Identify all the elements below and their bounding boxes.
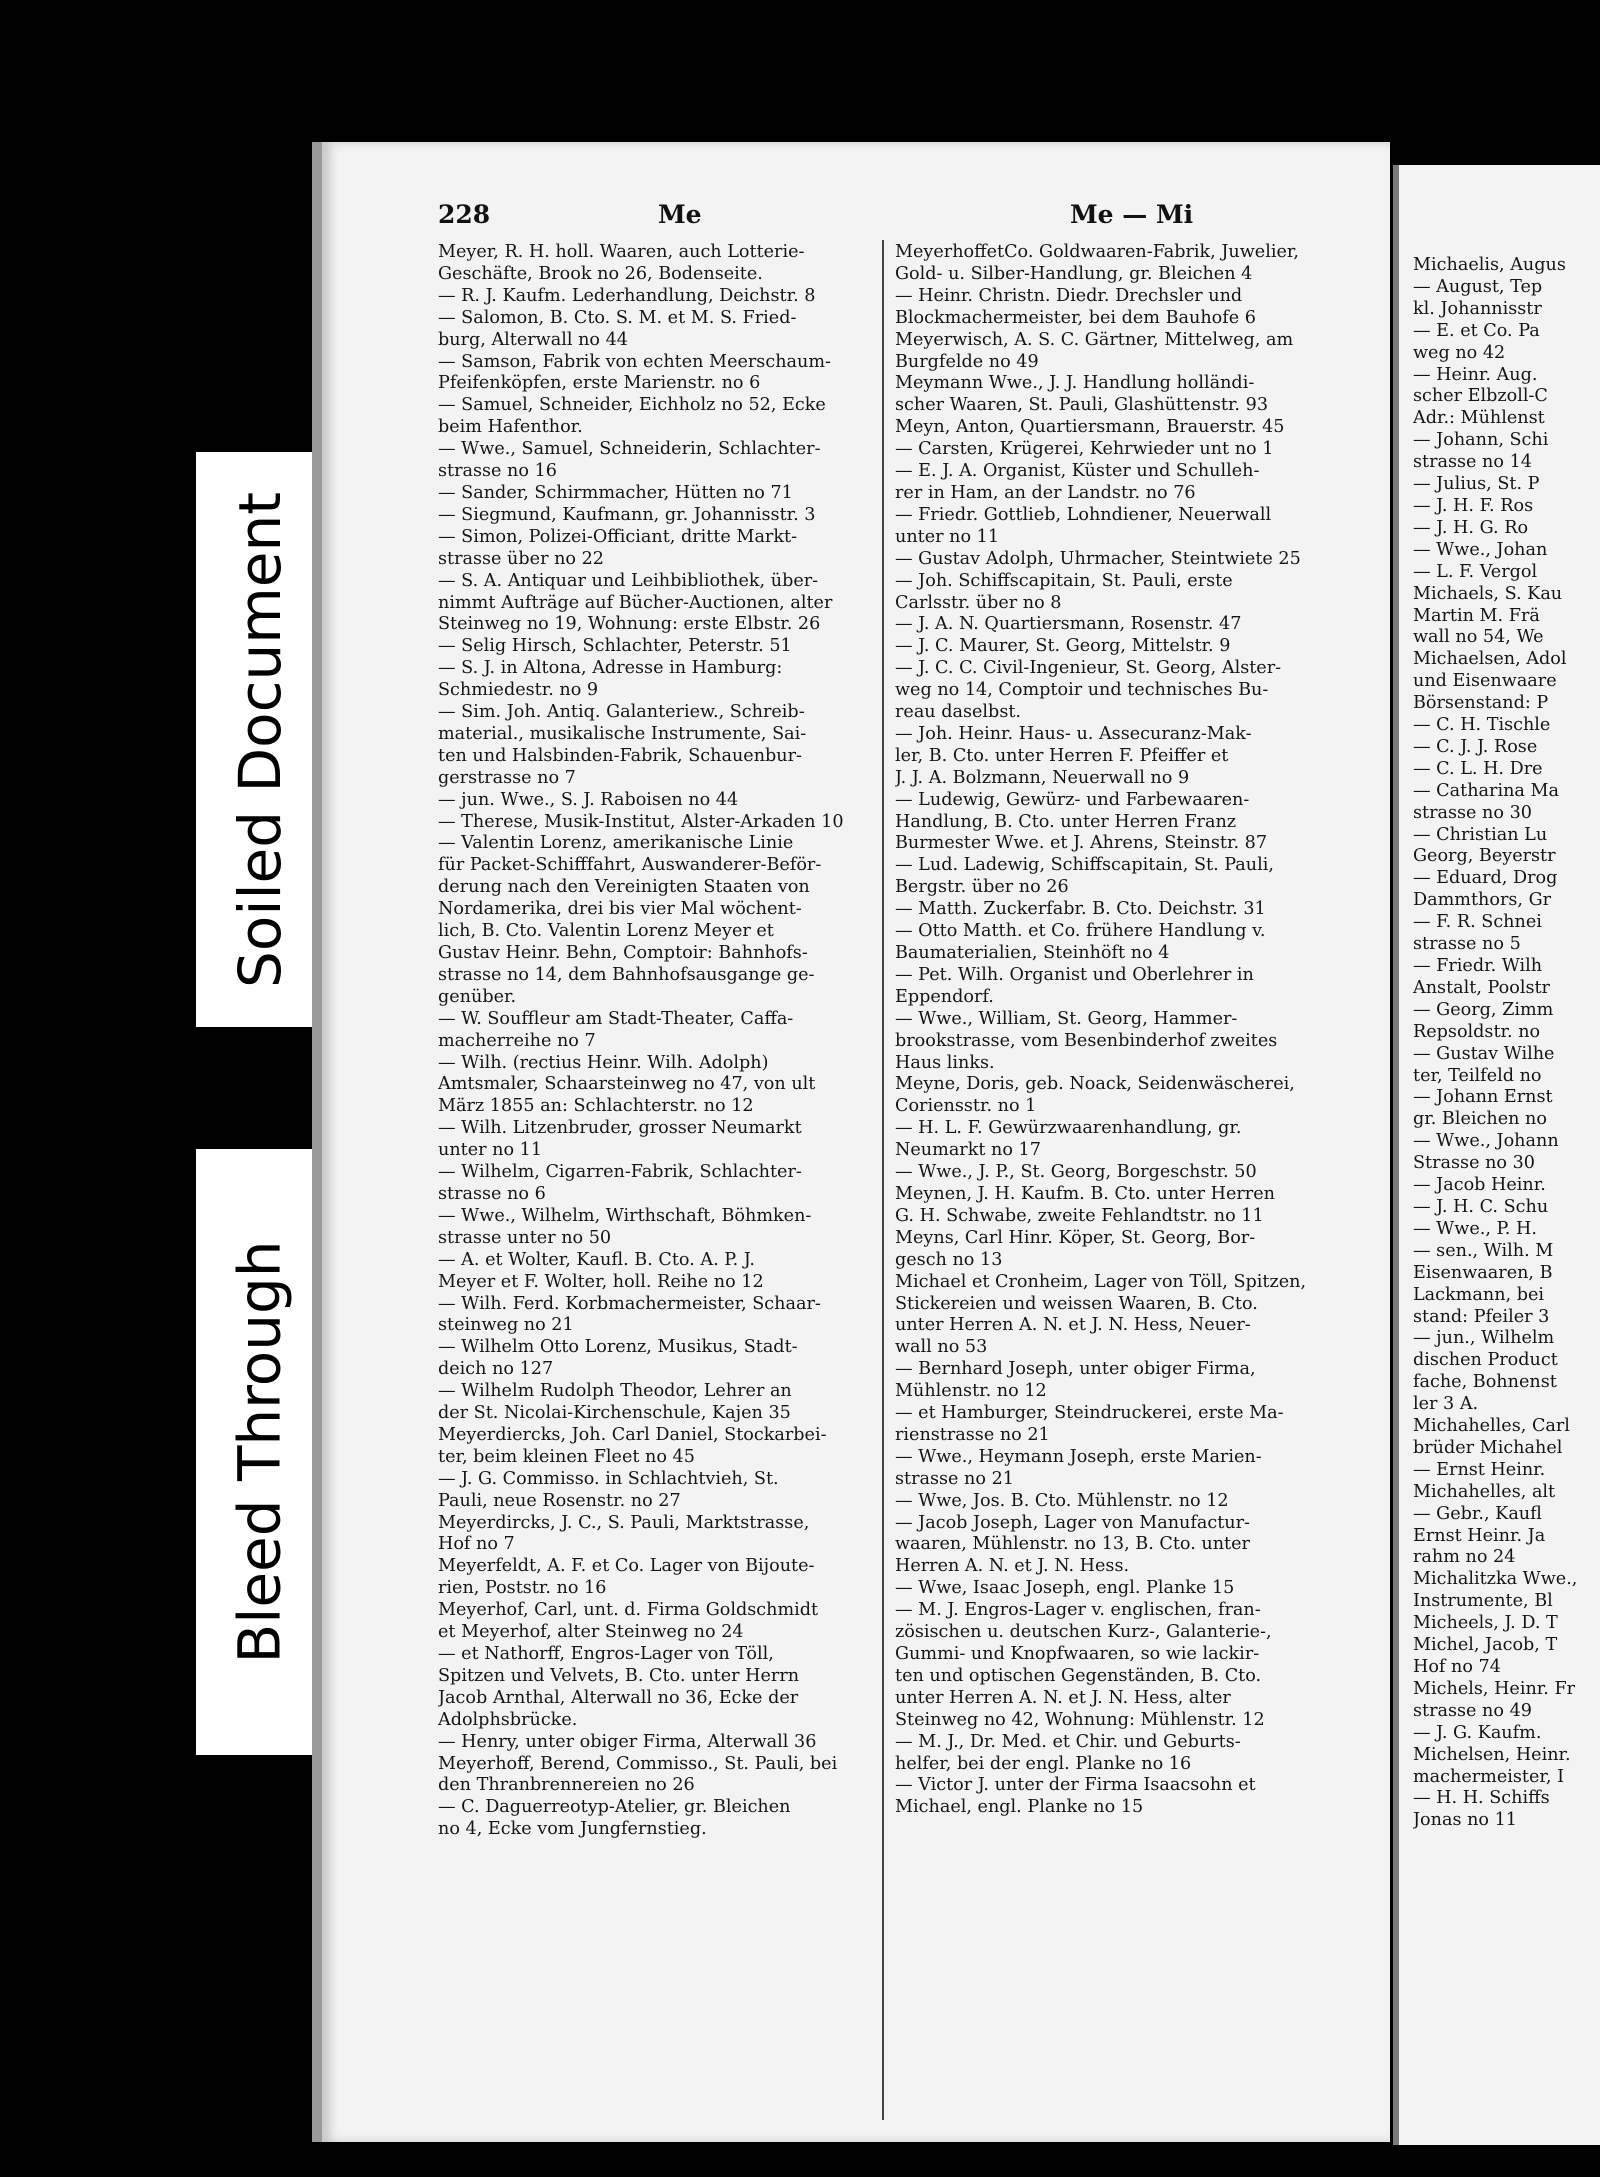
directory-entry-line: — J. C. Maurer, St. Georg, Mittelstr. 9	[895, 636, 1231, 657]
directory-entry-line: Meyer, R. H. holl. Waaren, auch Lotterie-	[438, 242, 805, 262]
directory-entry-line: Michel, Jacob, T	[1413, 1635, 1558, 1656]
directory-entry-line: gesch no 13	[895, 1249, 1003, 1270]
directory-entry-line: Meyerfeldt, A. F. et Co. Lager von Bijoute-	[438, 1556, 815, 1577]
directory-entry-line: gerstrasse no 7	[438, 767, 576, 788]
directory-entry-line: Nordamerika, drei bis vier Mal wöchent-	[438, 899, 802, 920]
directory-entry-line: Baumaterialien, Steinhöft no 4	[895, 943, 1170, 963]
directory-entry-line: — Wwe., Wilhelm, Wirthschaft, Böhmken-	[438, 1205, 812, 1226]
directory-entry-line: — Heinr. Aug.	[1413, 364, 1538, 385]
directory-entry-line: — Georg, Zimm	[1413, 999, 1554, 1020]
directory-entry-line: — Wwe., Johann	[1413, 1131, 1559, 1152]
directory-entry-line: — August, Tep	[1413, 276, 1543, 297]
next-page-column	[1413, 255, 1600, 1832]
directory-entry-line: — Otto Matth. et Co. frühere Handlung v.	[895, 921, 1266, 942]
directory-entry-line: unter Herren A. N. et J. N. Hess, Neuer-	[895, 1315, 1251, 1336]
directory-entry-line: — Wilh. Litzenbruder, grosser Neumarkt	[438, 1118, 802, 1139]
directory-entry-line: — Victor J. unter der Firma Isaacsohn et	[895, 1775, 1256, 1796]
directory-entry-line: — L. F. Vergol	[1413, 561, 1538, 582]
directory-page	[312, 142, 1390, 2142]
column-divider	[882, 240, 884, 2120]
page-number: 228	[438, 200, 491, 229]
directory-entry-line: Pauli, neue Rosenstr. no 27	[438, 1490, 681, 1511]
directory-entry-line: — jun., Wilhelm	[1413, 1328, 1555, 1349]
directory-entry-line: Georg, Beyerstr	[1413, 846, 1556, 867]
directory-entry-line: Micheels, J. D. T	[1413, 1613, 1558, 1634]
bleed-through-label	[196, 1149, 324, 1755]
directory-entry-line: et Meyerhof, alter Steinweg no 24	[438, 1622, 744, 1643]
directory-entry-line: ler, B. Cto. unter Herren F. Pfeiffer et	[895, 745, 1229, 766]
directory-entry-line: — Bernhard Joseph, unter obiger Firma,	[895, 1359, 1256, 1380]
directory-entry-line: Herren A. N. et J. N. Hess.	[895, 1556, 1130, 1577]
directory-entry-line: Meyerwisch, A. S. C. Gärtner, Mittelweg, am	[895, 329, 1294, 350]
directory-entry-line: Martin M. Frä	[1413, 605, 1540, 626]
directory-entry-line: — J. H. C. Schu	[1413, 1196, 1549, 1217]
directory-entry-line: — C. L. H. Dre	[1413, 758, 1543, 779]
directory-entry-line: dischen Product	[1413, 1350, 1558, 1371]
directory-entry-line: ter, beim kleinen Fleet no 45	[438, 1446, 695, 1467]
directory-entry-line: Michaelsen, Adol	[1413, 649, 1567, 670]
directory-entry-line: — Johann Ernst	[1413, 1087, 1553, 1108]
directory-entry-line: — Gustav Wilhe	[1413, 1043, 1555, 1064]
directory-entry-line: Meyn, Anton, Quartiersmann, Brauerstr. 45	[895, 417, 1285, 438]
directory-entry-line: helfer, bei der engl. Planke no 16	[895, 1753, 1192, 1774]
directory-entry-line: Michahelles, Carl	[1413, 1416, 1570, 1437]
directory-entry-line: lich, B. Cto. Valentin Lorenz Meyer et	[438, 921, 774, 942]
directory-entry-line: — A. et Wolter, Kaufl. B. Cto. A. P. J.	[438, 1249, 756, 1270]
directory-entry-line: unter Herren A. N. et J. N. Hess, alter	[895, 1687, 1231, 1708]
directory-entry-line: wall no 53	[895, 1337, 988, 1358]
directory-entry-line: — Salomon, B. Cto. S. M. et M. S. Fried-	[438, 307, 797, 328]
directory-entry-line: Ernst Heinr. Ja	[1413, 1525, 1546, 1546]
directory-entry-line: rer in Ham, an der Landstr. no 76	[895, 482, 1196, 503]
directory-entry-line: — Ernst Heinr.	[1413, 1459, 1546, 1480]
directory-entry-line: — Pet. Wilh. Organist und Oberlehrer in	[895, 964, 1254, 985]
directory-entry-line: — Johann, Schi	[1413, 430, 1549, 451]
directory-entry-line: G. H. Schwabe, zweite Fehlandtstr. no 11	[895, 1205, 1264, 1226]
directory-entry-line: — Wilhelm Otto Lorenz, Musikus, Stadt-	[438, 1337, 798, 1358]
directory-entry-line: — Samuel, Schneider, Eichholz no 52, Ecke	[438, 395, 826, 416]
directory-entry-line: Meyerdiercks, Joh. Carl Daniel, Stockarbei-	[438, 1424, 827, 1445]
directory-entry-line: — Wilhelm Rudolph Theodor, Lehrer an	[438, 1381, 792, 1402]
directory-entry-line: Michaelis, Augus	[1413, 255, 1566, 275]
soiled-document-text: Soiled Document	[226, 491, 295, 988]
directory-entry-line: Hof no 7	[438, 1534, 515, 1555]
directory-entry-line: Bergstr. über no 26	[895, 877, 1069, 898]
directory-entry-line: Pfeifenköpfen, erste Marienstr. no 6	[438, 373, 761, 394]
directory-entry-line: Stickereien und weissen Waaren, B. Cto.	[895, 1293, 1258, 1314]
directory-entry-line: machermeister, I	[1413, 1766, 1565, 1787]
directory-entry-line: — Wwe., Samuel, Schneiderin, Schlachter-	[438, 439, 821, 460]
directory-entry-line: J. J. A. Bolzmann, Neuerwall no 9	[895, 767, 1190, 788]
directory-entry-line: — et Nathorff, Engros-Lager von Töll,	[438, 1644, 774, 1664]
page-header-right: Me — Mi	[1070, 200, 1194, 229]
directory-entry-line: unter no 11	[895, 526, 1000, 547]
soiled-document-label	[196, 452, 324, 1027]
directory-entry-line: — Wwe, Jos. B. Cto. Mühlenstr. no 12	[895, 1490, 1229, 1511]
directory-entry-line: — Gustav Adolph, Uhrmacher, Steintwiete 25	[895, 548, 1301, 569]
directory-entry-line: — Friedr. Gottlieb, Lohndiener, Neuerwall	[895, 504, 1272, 525]
page-header-left: Me	[658, 200, 702, 229]
directory-entry-line: strasse no 6	[438, 1183, 546, 1204]
directory-entry-line: — Samson, Fabrik von echten Meerschaum-	[438, 351, 831, 372]
directory-entry-line: kl. Johannisstr	[1413, 298, 1542, 319]
directory-entry-line: — Therese, Musik-Institut, Alster-Arkaden 10	[438, 811, 844, 832]
directory-entry-line: — Selig Hirsch, Schlachter, Peterstr. 51	[438, 636, 792, 657]
next-page-edge	[1393, 165, 1600, 2145]
directory-entry-line: — jun. Wwe., S. J. Raboisen no 44	[438, 789, 739, 810]
directory-entry-line: Handlung, B. Cto. unter Herren Franz	[895, 811, 1237, 832]
directory-entry-line: — Jacob Heinr.	[1413, 1175, 1546, 1196]
directory-entry-line: ten und optischen Gegenständen, B. Cto.	[895, 1665, 1262, 1686]
directory-entry-line: gr. Bleichen no	[1413, 1109, 1547, 1130]
directory-entry-line: Meyerhof, Carl, unt. d. Firma Goldschmidt	[438, 1600, 819, 1621]
directory-entry-line: Börsenstand: P	[1413, 693, 1549, 714]
directory-entry-line: no 4, Ecke vom Jungfernstieg.	[438, 1819, 707, 1840]
directory-entry-line: Michahelles, alt	[1413, 1481, 1556, 1502]
directory-entry-line: — Sim. Joh. Antiq. Galanteriew., Schreib-	[438, 702, 805, 723]
directory-entry-line: den Thranbrennereien no 26	[438, 1775, 695, 1796]
directory-entry-line: Hof no 74	[1413, 1657, 1501, 1677]
directory-entry-line: — E. et Co. Pa	[1413, 320, 1540, 341]
directory-entry-line: genüber.	[438, 986, 517, 1007]
directory-entry-line: Anstalt, Poolstr	[1413, 977, 1550, 998]
directory-entry-line: — Wwe., P. H.	[1413, 1218, 1537, 1239]
directory-entry-line: Dammthors, Gr	[1413, 890, 1552, 911]
directory-entry-line: Michalitzka Wwe.,	[1413, 1569, 1578, 1590]
directory-entry-line: Neumarkt no 17	[895, 1140, 1041, 1161]
directory-entry-line: Strasse no 30	[1413, 1153, 1535, 1174]
directory-entry-line: Meyer et F. Wolter, holl. Reihe no 12	[438, 1271, 764, 1292]
directory-entry-line: — Gebr., Kaufl	[1413, 1503, 1542, 1524]
directory-entry-line: brüder Michahel	[1413, 1437, 1563, 1458]
directory-entry-line: — E. J. A. Organist, Küster und Schulleh-	[895, 461, 1260, 482]
directory-entry-line: Steinweg no 42, Wohnung: Mühlenstr. 12	[895, 1709, 1265, 1730]
directory-entry-line: — M. J., Dr. Med. et Chir. und Geburts-	[895, 1731, 1241, 1752]
directory-entry-line: — H. L. F. Gewürzwaarenhandlung, gr.	[895, 1118, 1242, 1139]
directory-entry-line: Geschäfte, Brook no 26, Bodenseite.	[438, 263, 763, 284]
directory-entry-line: — sen., Wilh. M	[1413, 1240, 1554, 1261]
directory-entry-line: strasse no 30	[1413, 802, 1532, 823]
directory-entry-line: strasse no 14, dem Bahnhofsausgange ge-	[438, 964, 815, 985]
directory-entry-line: zösischen u. deutschen Kurz-, Galanterie-,	[895, 1622, 1272, 1643]
directory-entry-line: — Wwe., Heymann Joseph, erste Marien-	[895, 1446, 1262, 1467]
directory-entry-line: Gustav Heinr. Behn, Comptoir: Bahnhofs-	[438, 943, 808, 963]
directory-entry-line: Jacob Arnthal, Alterwall no 36, Ecke der	[438, 1687, 799, 1708]
directory-entry-line: der St. Nicolai-Kirchenschule, Kajen 35	[438, 1403, 791, 1424]
directory-entry-line: — S. A. Antiquar und Leihbibliothek, über-	[438, 570, 819, 591]
directory-entry-line: macherreihe no 7	[438, 1030, 596, 1051]
directory-entry-line: burg, Alterwall no 44	[438, 329, 628, 350]
directory-entry-line: reau daselbst.	[895, 702, 1022, 723]
directory-entry-line: Amtsmaler, Schaarsteinweg no 47, von ult	[438, 1074, 816, 1095]
directory-entry-line: strasse no 5	[1413, 934, 1521, 955]
directory-entry-line: — Joh. Schiffscapitain, St. Pauli, erste	[895, 570, 1233, 591]
directory-entry-line: brookstrasse, vom Besenbinderhof zweites	[895, 1030, 1278, 1051]
directory-entry-line: Gold- u. Silber-Handlung, gr. Bleichen 4	[895, 263, 1253, 284]
directory-entry-line: — J. G. Commisso. in Schlachtvieh, St.	[438, 1468, 779, 1489]
directory-entry-line: weg no 14, Comptoir und technisches Bu-	[895, 680, 1269, 701]
directory-entry-line: — Friedr. Wilh	[1413, 956, 1543, 976]
directory-entry-line: — Wwe., J. P., St. Georg, Borgeschstr. 50	[895, 1162, 1257, 1183]
directory-entry-line: Meyerdircks, J. C., S. Pauli, Marktstrasse,	[438, 1512, 810, 1533]
directory-entry-line: scher Waaren, St. Pauli, Glashüttenstr. 93	[895, 395, 1269, 416]
directory-entry-line: ter, Teilfeld no	[1413, 1065, 1542, 1086]
directory-entry-line: deich no 127	[438, 1359, 554, 1380]
directory-entry-line: — C. H. Tischle	[1413, 715, 1551, 736]
directory-entry-line: Coriensstr. no 1	[895, 1096, 1037, 1117]
directory-entry-line: Meymann Wwe., J. J. Handlung holländi-	[895, 373, 1255, 394]
directory-entry-line: — R. J. Kaufm. Lederhandlung, Deichstr. 8	[438, 285, 816, 306]
directory-entry-line: und Eisenwaare	[1413, 671, 1557, 692]
directory-entry-line: ler 3 A.	[1413, 1394, 1479, 1415]
directory-entry-line: rien, Poststr. no 16	[438, 1578, 607, 1599]
directory-entry-line: — Wilh. (rectius Heinr. Wilh. Adolph)	[438, 1052, 769, 1073]
directory-entry-line: Michael, engl. Planke no 15	[895, 1797, 1144, 1818]
directory-entry-line: rahm no 24	[1413, 1547, 1516, 1568]
directory-entry-line: März 1855 an: Schlachterstr. no 12	[438, 1096, 754, 1117]
directory-entry-line: für Packet-Schifffahrt, Auswanderer-Beför-	[438, 855, 822, 876]
directory-entry-line: strasse no 16	[438, 461, 557, 482]
directory-entry-line: — Sander, Schirmmacher, Hütten no 71	[438, 482, 793, 503]
directory-entry-line: Meyne, Doris, geb. Noack, Seidenwäscherei,	[895, 1074, 1295, 1095]
directory-entry-line: — M. J. Engros-Lager v. englischen, fran-	[895, 1600, 1261, 1621]
directory-entry-line: Gummi- und Knopfwaaren, so wie lackir-	[895, 1644, 1260, 1664]
directory-entry-line: Blockmachermeister, bei dem Bauhofe 6	[895, 307, 1256, 328]
directory-entry-line: Lackmann, bei	[1413, 1284, 1545, 1305]
directory-entry-line: — Julius, St. P	[1413, 474, 1540, 495]
bleed-through-text: Bleed Through	[226, 1240, 295, 1664]
directory-entry-line: steinweg no 21	[438, 1315, 574, 1336]
directory-entry-line: Repsoldstr. no	[1413, 1021, 1541, 1042]
directory-entry-line: — J. C. C. Civil-Ingenieur, St. Georg, Alster-	[895, 658, 1282, 679]
directory-entry-line: beim Hafenthor.	[438, 417, 583, 438]
directory-entry-line: — Christian Lu	[1413, 824, 1548, 845]
directory-entry-line: — Henry, unter obiger Firma, Alterwall 36	[438, 1731, 817, 1752]
directory-entry-line: strasse über no 22	[438, 548, 604, 569]
directory-entry-line: — Wilh. Ferd. Korbmachermeister, Schaar-	[438, 1293, 821, 1314]
directory-entry-line: Eisenwaaren, B	[1413, 1262, 1553, 1283]
directory-entry-line: — Joh. Heinr. Haus- u. Assecuranz-Mak-	[895, 723, 1252, 744]
directory-entry-line: — Heinr. Christn. Diedr. Drechsler und	[895, 285, 1243, 306]
directory-entry-line: rienstrasse no 21	[895, 1424, 1050, 1445]
directory-entry-line: — Lud. Ladewig, Schiffscapitain, St. Pauli,	[895, 855, 1274, 876]
directory-entry-line: — J. G. Kaufm.	[1413, 1722, 1542, 1743]
directory-entry-line: — Wwe., William, St. Georg, Hammer-	[895, 1008, 1238, 1029]
directory-entry-line: Meynen, J. H. Kaufm. B. Cto. unter Herren	[895, 1183, 1275, 1204]
directory-entry-line: Michels, Heinr. Fr	[1413, 1678, 1576, 1699]
directory-entry-line: Eppendorf.	[895, 986, 994, 1007]
directory-entry-line: strasse unter no 50	[438, 1227, 612, 1248]
directory-entry-line: — H. H. Schiffs	[1413, 1788, 1550, 1809]
directory-entry-line: Schmiedestr. no 9	[438, 680, 599, 701]
directory-entry-line: — C. J. J. Rose	[1413, 736, 1538, 757]
directory-entry-line: — C. Daguerreotyp-Atelier, gr. Bleichen	[438, 1797, 791, 1818]
directory-entry-line: nimmt Aufträge auf Bücher-Auctionen, alter	[438, 592, 833, 613]
directory-entry-line: — Catharina Ma	[1413, 780, 1559, 801]
directory-entry-line: — Ludewig, Gewürz- und Farbewaaren-	[895, 789, 1250, 810]
directory-entry-line: — W. Souffleur am Stadt-Theater, Caffa-	[438, 1008, 794, 1029]
directory-entry-line: weg no 42	[1413, 342, 1506, 363]
directory-entry-line: Meyns, Carl Hinr. Köper, St. Georg, Bor-	[895, 1227, 1256, 1248]
directory-entry-line: MeyerhoffetCo. Goldwaaren-Fabrik, Juwelier,	[895, 242, 1299, 262]
directory-entry-line: Michaels, S. Kau	[1413, 583, 1563, 604]
directory-entry-line: Adolphsbrücke.	[438, 1709, 578, 1730]
directory-entry-line: derung nach den Vereinigten Staaten von	[438, 877, 810, 898]
directory-entry-line: — S. J. in Altona, Adresse in Hamburg:	[438, 658, 783, 679]
directory-entry-line: Haus links.	[895, 1052, 995, 1073]
directory-entry-line: — J. H. F. Ros	[1413, 495, 1534, 516]
directory-entry-line: fache, Bohnenst	[1413, 1372, 1557, 1393]
directory-entry-line: — Matth. Zuckerfabr. B. Cto. Deichstr. 31	[895, 899, 1266, 920]
directory-entry-line: Michael et Cronheim, Lager von Töll, Spitzen,	[895, 1271, 1307, 1292]
directory-entry-line: — et Hamburger, Steindruckerei, erste Ma-	[895, 1403, 1284, 1424]
directory-entry-line: — J. H. G. Ro	[1413, 517, 1529, 538]
directory-entry-line: Spitzen und Velvets, B. Cto. unter Herrn	[438, 1665, 800, 1686]
directory-entry-line: wall no 54, We	[1413, 627, 1544, 648]
directory-entry-line: Michelsen, Heinr.	[1413, 1744, 1571, 1765]
directory-entry-line: strasse no 21	[895, 1468, 1014, 1489]
left-column	[438, 242, 918, 1841]
directory-entry-line: Instrumente, Bl	[1413, 1591, 1553, 1612]
directory-entry-line: Steinweg no 19, Wohnung: erste Elbstr. 26	[438, 614, 821, 635]
directory-entry-line: ten und Halsbinden-Fabrik, Schauenbur-	[438, 745, 802, 766]
directory-entry-line: Mühlenstr. no 12	[895, 1381, 1047, 1402]
directory-entry-line: — Carsten, Krügerei, Kehrwieder unt no 1	[895, 439, 1274, 460]
directory-entry-line: — Wwe, Isaac Joseph, engl. Planke 15	[895, 1578, 1235, 1599]
directory-entry-line: Jonas no 11	[1413, 1810, 1517, 1831]
directory-entry-line: — Simon, Polizei-Officiant, dritte Markt-	[438, 526, 798, 547]
directory-entry-line: — F. R. Schnei	[1413, 912, 1542, 933]
directory-entry-line: Carlsstr. über no 8	[895, 592, 1062, 613]
directory-entry-line: waaren, Mühlenstr. no 13, B. Cto. unter	[895, 1534, 1250, 1555]
directory-entry-line: Burmester Wwe. et J. Ahrens, Steinstr. 87	[895, 833, 1268, 854]
directory-entry-line: unter no 11	[438, 1140, 543, 1161]
directory-entry-line: material., musikalische Instrumente, Sai-	[438, 723, 807, 744]
directory-entry-line: — Eduard, Drog	[1413, 868, 1558, 889]
directory-entry-line: scher Elbzoll-C	[1413, 386, 1548, 407]
directory-entry-line: strasse no 49	[1413, 1700, 1532, 1721]
directory-entry-line: — Wilhelm, Cigarren-Fabrik, Schlachter-	[438, 1162, 802, 1183]
directory-entry-line: Burgfelde no 49	[895, 351, 1039, 372]
right-column	[895, 242, 1375, 1819]
directory-entry-line: Meyerhoff, Berend, Commisso., St. Pauli, bei	[438, 1753, 838, 1774]
directory-entry-line: — Jacob Joseph, Lager von Manufactur-	[895, 1512, 1250, 1533]
directory-entry-line: strasse no 14	[1413, 452, 1532, 473]
directory-entry-line: — Siegmund, Kaufmann, gr. Johannisstr. 3	[438, 504, 816, 525]
directory-entry-line: — Wwe., Johan	[1413, 539, 1548, 560]
directory-entry-line: stand: Pfeiler 3	[1413, 1306, 1550, 1327]
directory-entry-line: — J. A. N. Quartiersmann, Rosenstr. 47	[895, 614, 1242, 635]
directory-entry-line: — Valentin Lorenz, amerikanische Linie	[438, 833, 794, 854]
directory-entry-line: Adr.: Mühlenst	[1413, 408, 1545, 429]
